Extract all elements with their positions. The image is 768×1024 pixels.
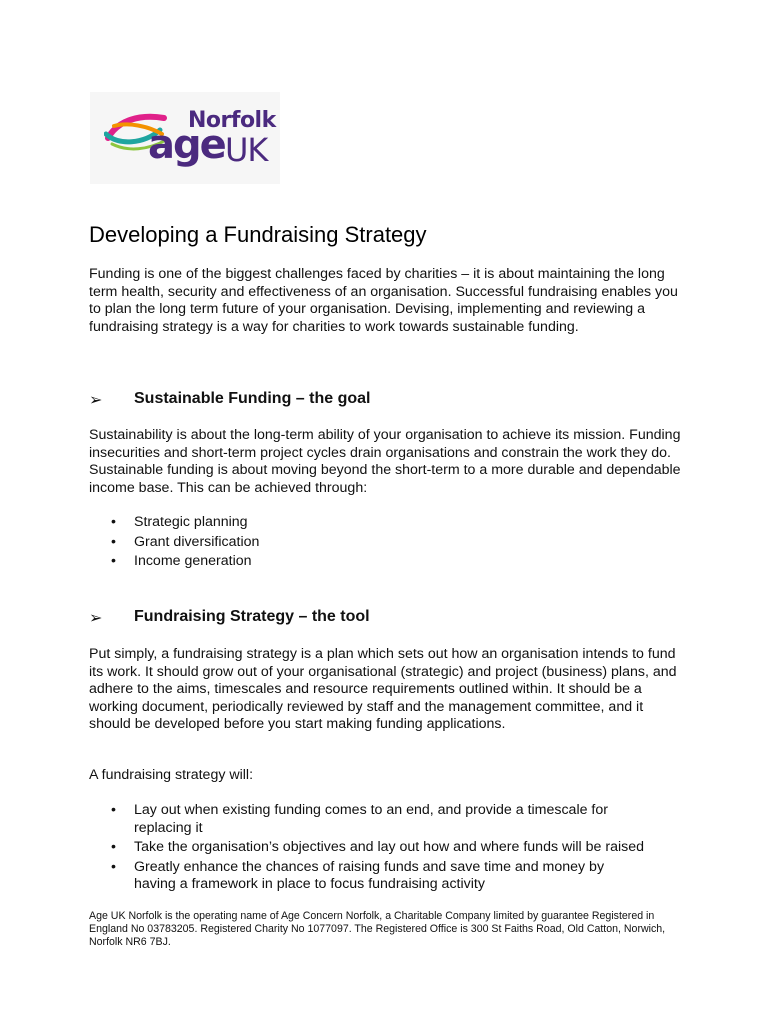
logo-age-text: age (148, 122, 225, 168)
list-item: • Lay out when existing funding comes to an end, and provide a timescale for replacing it (89, 802, 689, 837)
list-item: • Take the organisation’s objectives and lay out how and where funds will be raised (89, 839, 689, 857)
age-uk-norfolk-logo (90, 92, 280, 184)
page-title: Developing a Fundraising Strategy (89, 222, 427, 247)
intro-paragraph: Funding is one of the biggest challenges faced by charities – it is about maintaining the long term health, security and effectiveness of an organisation. Successful fundraising enables you to plan the long term future of your organisation. Devising, implementing and reviewing a fundraising strategy is a way for charities to work towards sustainable funding. (89, 266, 678, 335)
strategy-bullet-list (89, 802, 689, 896)
strategy-lead-text: A fundraising strategy will: (89, 767, 254, 783)
list-item: • Income generation (89, 553, 689, 571)
arrow-bullet-icon: ➢ (89, 392, 103, 409)
logo-region-text: Norfolk (188, 108, 276, 133)
list-item: • Strategic planning (89, 514, 689, 532)
logo-uk-text: UK (225, 131, 268, 169)
list-item: • Greatly enhance the chances of raising funds and save time and money by having a framework in place to focus fundraising activity (89, 859, 689, 894)
section-heading-text: Sustainable Funding – the goal (134, 390, 371, 407)
sustainability-paragraph: Sustainability is about the long-term ability of your organisation to achieve its mission. Funding insecurities and short-term project cycles drain organisations and constrain the work they do. Sustainable funding is about moving beyond the short-term to a more durable and dependable income base. This can be achieved through: (89, 427, 681, 496)
section-heading-text: Fundraising Strategy – the tool (134, 608, 370, 625)
sustainability-bullet-list (89, 514, 689, 573)
strategy-paragraph: Put simply, a fundraising strategy is a plan which sets out how an organisation intends to fund its work. It should grow out of your organisational (strategic) and project (business) plans, and adhere to the aims, timescales and resource requirements outlined within. It should be a working document, periodically reviewed by staff and the management committee, and it should be developed before you start making funding applications. (89, 646, 677, 732)
arrow-bullet-icon: ➢ (89, 610, 103, 627)
footer-legal-text: Age UK Norfolk is the operating name of Age Concern Norfolk, a Charitable Company limited by guarantee Registered in England No 03783205. Registered Charity No 1077097. The Registered Office is 300 St Faiths Road, Old Catton, Norwich, Norfolk NR6 7BJ. (89, 910, 666, 948)
list-item: • Grant diversification (89, 534, 689, 552)
